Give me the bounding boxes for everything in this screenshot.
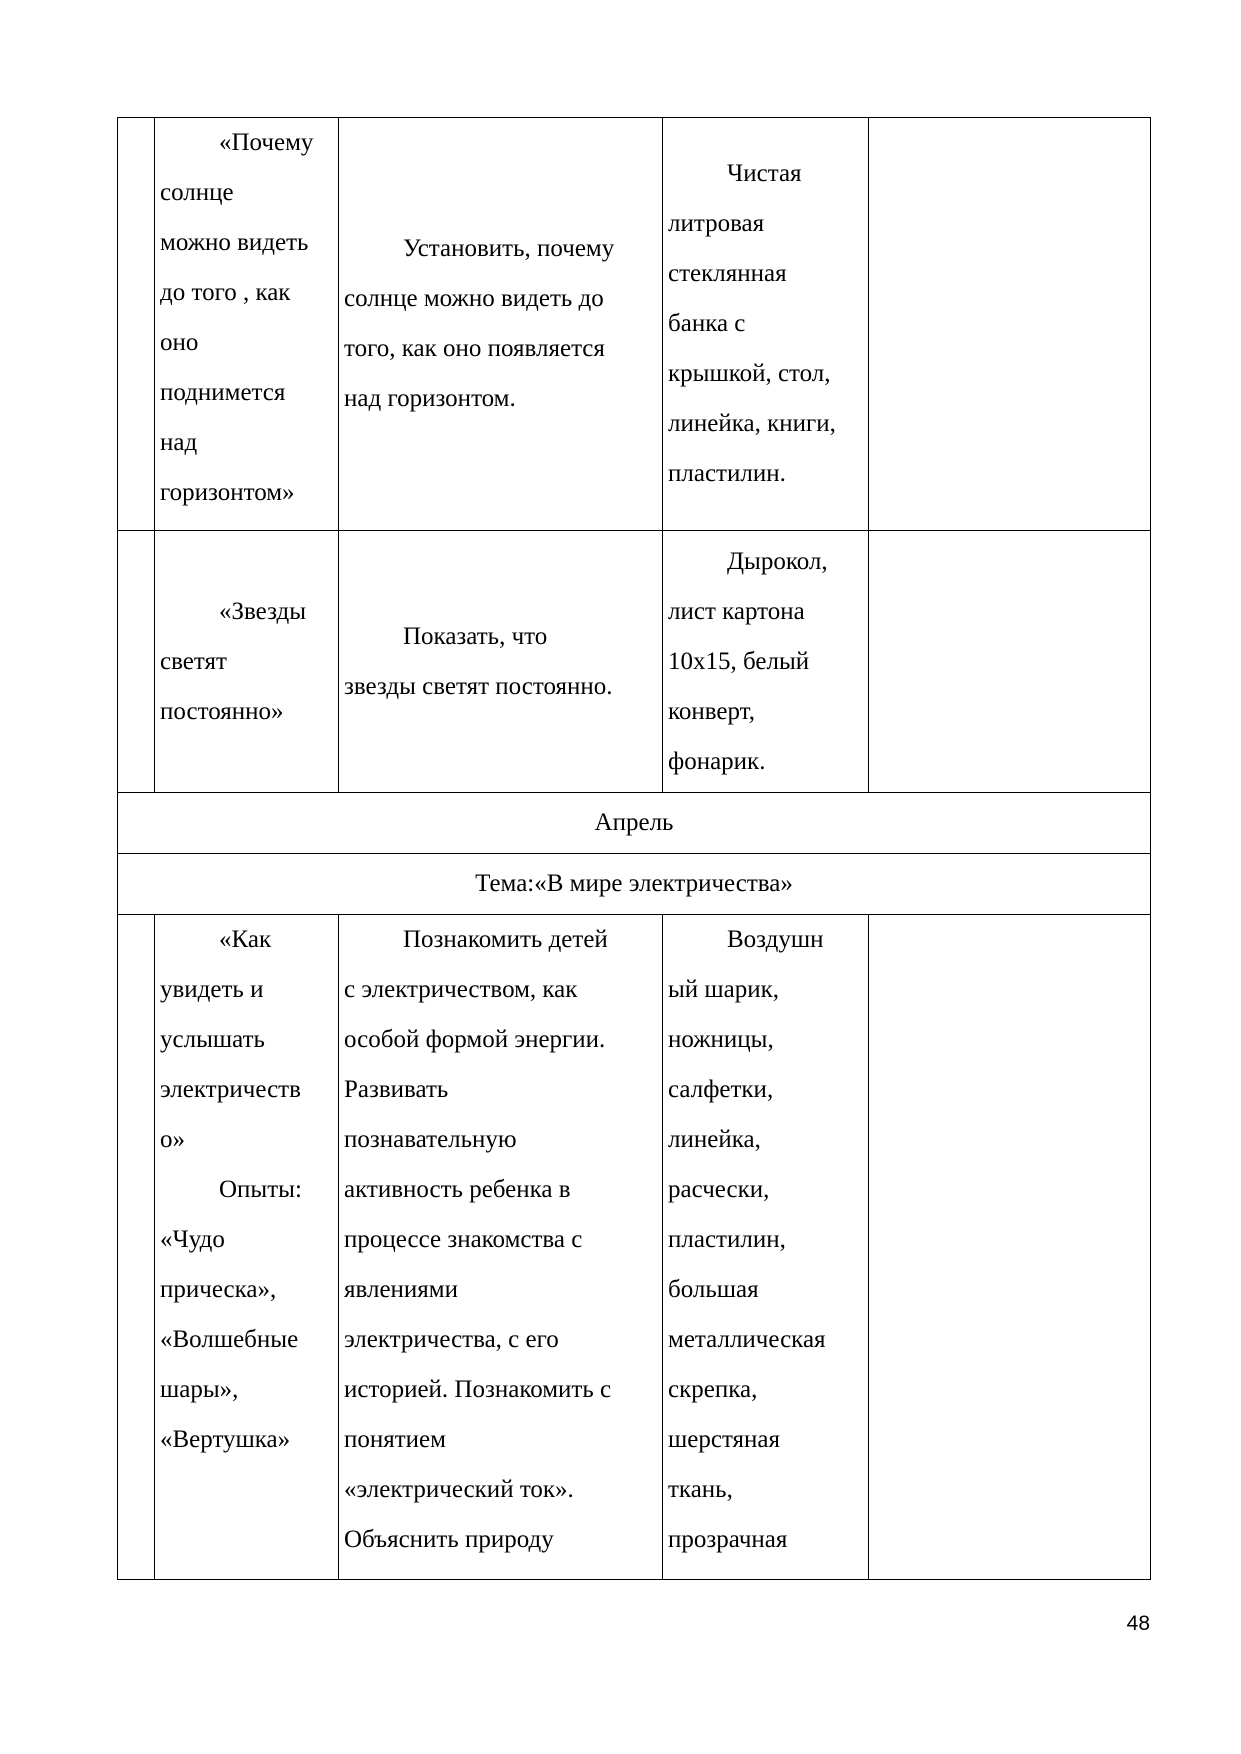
notes-cell xyxy=(869,118,1151,531)
materials-line: линейка, xyxy=(668,1126,761,1153)
materials-line: крышкой, стол, xyxy=(668,360,831,387)
experiment-line: солнце xyxy=(160,179,234,206)
materials-line: фонарик. xyxy=(668,747,766,775)
materials-line: лист картона xyxy=(668,597,805,625)
materials-line: Дырокол, xyxy=(727,547,828,575)
goal-line: процессе знакомства с xyxy=(344,1226,583,1253)
goal-line: того, как оно появляется xyxy=(344,335,605,362)
number-cell xyxy=(118,915,155,1580)
experiment-line: электричеств xyxy=(160,1076,301,1103)
goal-line: историей. Познакомить с xyxy=(344,1376,612,1403)
page-number: 48 xyxy=(1126,1612,1150,1635)
goal-line: с электричеством, как xyxy=(344,976,578,1003)
materials-cell xyxy=(663,531,869,793)
materials-line: большая xyxy=(668,1276,759,1303)
goal-line: звезды светят постоянно. xyxy=(344,672,613,700)
goal-line: Показать, что xyxy=(403,622,548,650)
goal-line: Установить, почему xyxy=(403,235,615,262)
experiment-line: «Чудо xyxy=(160,1226,225,1253)
experiment-line: светят xyxy=(160,647,227,675)
notes-cell xyxy=(869,915,1151,1580)
experiment-line: «Почему xyxy=(219,129,314,156)
experiment-line: оно xyxy=(160,329,199,356)
goal-cell xyxy=(339,531,663,793)
goal-line: солнце можно видеть до xyxy=(344,285,604,312)
materials-line: 10х15, белый xyxy=(668,647,810,675)
experiment-line: услышать xyxy=(160,1026,265,1053)
experiment-line: о» xyxy=(160,1126,185,1153)
materials-line: прозрачная xyxy=(668,1526,788,1553)
experiment-line: прическа», xyxy=(160,1276,277,1303)
materials-line: расчески, xyxy=(668,1176,770,1203)
experiment-line: шары», xyxy=(160,1376,239,1403)
notes-cell xyxy=(869,531,1151,793)
goal-line: Познакомить детей xyxy=(403,926,608,953)
materials-line: пластилин. xyxy=(668,460,786,487)
experiment-cell xyxy=(155,915,339,1580)
theme-label: Тема:«В мире электричества» xyxy=(118,854,1151,915)
materials-line: стеклянная xyxy=(668,260,787,287)
experiment-cell xyxy=(155,118,339,531)
experiment-line: «Звезды xyxy=(219,597,307,625)
materials-line: ножницы, xyxy=(668,1026,774,1053)
experiment-line: можно видеть xyxy=(160,229,309,256)
materials-line: ый шарик, xyxy=(668,976,780,1003)
materials-line: линейка, книги, xyxy=(668,410,836,437)
month-row xyxy=(118,793,1151,854)
materials-line: металлическая xyxy=(668,1326,826,1353)
month-label: Апрель xyxy=(118,793,1151,854)
materials-cell xyxy=(663,915,869,1580)
experiment-line: «Волшебные xyxy=(160,1326,299,1353)
materials-line: банка с xyxy=(668,310,746,337)
table-row xyxy=(118,531,1151,793)
goal-line: Развивать xyxy=(344,1076,449,1103)
goal-cell xyxy=(339,915,663,1580)
goal-line: электричества, с его xyxy=(344,1326,559,1353)
goal-line: явлениями xyxy=(344,1276,459,1303)
number-cell xyxy=(118,118,155,531)
goal-line: над горизонтом. xyxy=(344,385,516,412)
materials-line: шерстяная xyxy=(668,1426,781,1453)
table-row xyxy=(118,915,1151,1580)
goal-line: особой формой энергии. xyxy=(344,1026,606,1053)
experiment-line: Опыты: xyxy=(219,1176,302,1203)
experiment-line: горизонтом» xyxy=(160,479,295,506)
table-row xyxy=(118,118,1151,531)
number-cell xyxy=(118,531,155,793)
experiment-line: поднимется xyxy=(160,379,286,406)
goal-line: познавательную xyxy=(344,1126,517,1153)
experiment-line: постоянно» xyxy=(160,697,284,725)
materials-line: конверт, xyxy=(668,697,755,725)
experiment-line: «Вертушка» xyxy=(160,1426,291,1453)
goal-line: понятием xyxy=(344,1426,446,1453)
experiment-line: «Как xyxy=(219,926,272,953)
experiments-table xyxy=(117,117,1151,1580)
materials-cell xyxy=(663,118,869,531)
experiment-line: до того , как xyxy=(160,279,291,306)
theme-row xyxy=(118,854,1151,915)
materials-line: салфетки, xyxy=(668,1076,774,1103)
goal-line: Объяснить природу xyxy=(344,1526,554,1553)
materials-line: Воздушн xyxy=(727,926,824,953)
experiment-line: над xyxy=(160,429,198,456)
experiment-cell xyxy=(155,531,339,793)
goal-cell xyxy=(339,118,663,531)
materials-line: Чистая xyxy=(727,160,802,187)
goal-line: активность ребенка в xyxy=(344,1176,571,1203)
materials-line: пластилин, xyxy=(668,1226,786,1253)
experiment-line: увидеть и xyxy=(160,976,264,1003)
materials-line: литровая xyxy=(668,210,765,237)
materials-line: скрепка, xyxy=(668,1376,758,1403)
materials-line: ткань, xyxy=(668,1476,733,1503)
goal-line: «электрический ток». xyxy=(344,1476,574,1503)
